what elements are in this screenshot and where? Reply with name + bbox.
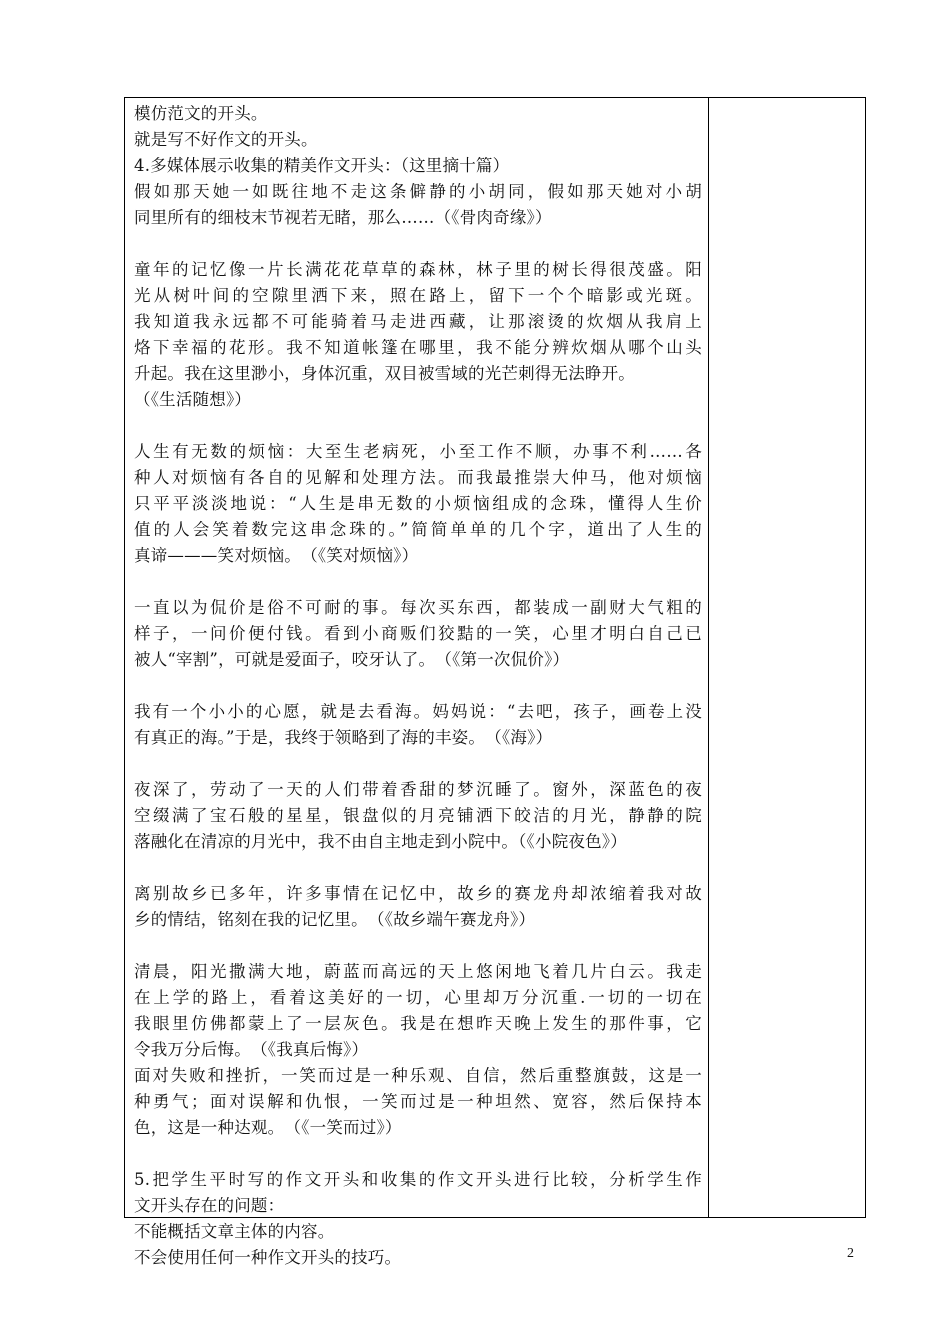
text-line: 只平平淡淡地说：“人生是串无数的小烦恼组成的念珠，懂得人生价 (134, 494, 702, 513)
blank-line (134, 231, 702, 257)
text-line: 空缀满了宝石般的星星，银盘似的月亮铺洒下皎洁的月光，静静的院 (134, 806, 702, 825)
text-line: 我知道我永远都不可能骑着马走进西藏，让那滚烫的炊烟从我肩上 (134, 312, 702, 331)
page-number: 2 (847, 1246, 854, 1261)
text-line: 文开头存在的问题： (134, 1196, 285, 1215)
text-line: 乡的情结，铭刻在我的记忆里。 （《故乡端午赛龙舟》） (134, 910, 536, 929)
text-line: 种勇气；面对误解和仇恨，一笑而过是一种坦然、宽容，然后保持本 (134, 1092, 702, 1111)
text-line: 离别故乡已多年，许多事情在记忆中，故乡的赛龙舟却浓缩着我对故 (134, 884, 702, 903)
text-line: 值的人会笑着数完这串念珠的。”简简单单的几个字，道出了人生的 (134, 520, 702, 539)
text-line: 清晨，阳光撒满大地，蔚蓝而高远的天上悠闲地飞着几片白云。我走 (134, 962, 702, 981)
text-line: 烙下幸福的花形。我不知道帐篷在哪里，我不能分辨炊烟从哪个山头 (134, 338, 702, 357)
blank-line (134, 751, 702, 777)
text-line: 令我万分后悔。 （《我真后悔》） (134, 1040, 369, 1059)
text-line: 不会使用任何一种作文开头的技巧。 (134, 1248, 402, 1267)
text-line: 同里所有的细枝末节视若无睹，那么……（《骨肉奇缘》） (134, 208, 552, 227)
text-line: 我眼里仿佛都蒙上了一层灰色。我是在想昨天晚上发生的那件事，它 (134, 1014, 702, 1033)
text-line: 有真正的海。”于是，我终于领略到了海的丰姿。 （《海》） (134, 728, 553, 747)
blank-line (134, 413, 702, 439)
text-line: 光从树叶间的空隙里洒下来，照在路上，留下一个个暗影或光斑。 (134, 286, 702, 305)
text-line: 模仿范文的开头。 (134, 104, 268, 123)
text-line: 真谛———笑对烦恼。 （《笑对烦恼》） (134, 546, 419, 565)
text-line: 落融化在清凉的月光中，我不由自主地走到小院中。（《小院夜色》） (134, 832, 627, 851)
text-line: 4.多媒体展示收集的精美作文开头：（这里摘十篇） (134, 156, 510, 175)
text-line: 色，这是一种达观。 （《一笑而过》） (134, 1118, 402, 1137)
blank-line (134, 933, 702, 959)
text-line: 升起。我在这里渺小，身体沉重，双目被雪域的光芒刺得无法睁开。 (134, 364, 635, 383)
text-line: 假如那天她一如既往地不走这条僻静的小胡同，假如那天她对小胡 (134, 182, 702, 201)
text-line: 我有一个小小的心愿，就是去看海。妈妈说：“去吧，孩子，画卷上没 (134, 702, 702, 721)
text-line: 不能概括文章主体的内容。 (134, 1222, 335, 1241)
blank-line (134, 1141, 702, 1167)
notes-cell (709, 98, 865, 1217)
blank-line (134, 569, 702, 595)
lesson-table (124, 97, 866, 1267)
lesson-content-cell (125, 98, 708, 1267)
text-line: 5.把学生平时写的作文开头和收集的作文开头进行比较，分析学生作 (134, 1170, 702, 1189)
text-line: 一直以为侃价是俗不可耐的事。每次买东西，都装成一副财大气粗的 (134, 598, 702, 617)
text-line: 面对失败和挫折，一笑而过是一种乐观、自信，然后重整旗鼓，这是一 (134, 1066, 702, 1085)
text-line: 被人“宰割”，可就是爱面子，咬牙认了。 （《第一次侃价》） (134, 650, 570, 669)
text-line: 童年的记忆像一片长满花花草草的森林，林子里的树长得很茂盛。阳 (134, 260, 702, 279)
text-line: （《生活随想》） (134, 390, 252, 409)
text-line: 在上学的路上，看着这美好的一切，心里却万分沉重.一切的一切在 (134, 988, 702, 1007)
text-line: 种人对烦恼有各自的见解和处理方法。而我最推崇大仲马，他对烦恼 (134, 468, 702, 487)
text-line: 夜深了，劳动了一天的人们带着香甜的梦沉睡了。窗外，深蓝色的夜 (134, 780, 702, 799)
blank-line (134, 673, 702, 699)
text-line: 样子，一问价便付钱。看到小商贩们狡黠的一笑，心里才明白自己已 (134, 624, 702, 643)
text-line: 就是写不好作文的开头。 (134, 130, 318, 149)
text-line: 人生有无数的烦恼：大至生老病死，小至工作不顺，办事不利……各 (134, 442, 702, 461)
blank-line (134, 855, 702, 881)
